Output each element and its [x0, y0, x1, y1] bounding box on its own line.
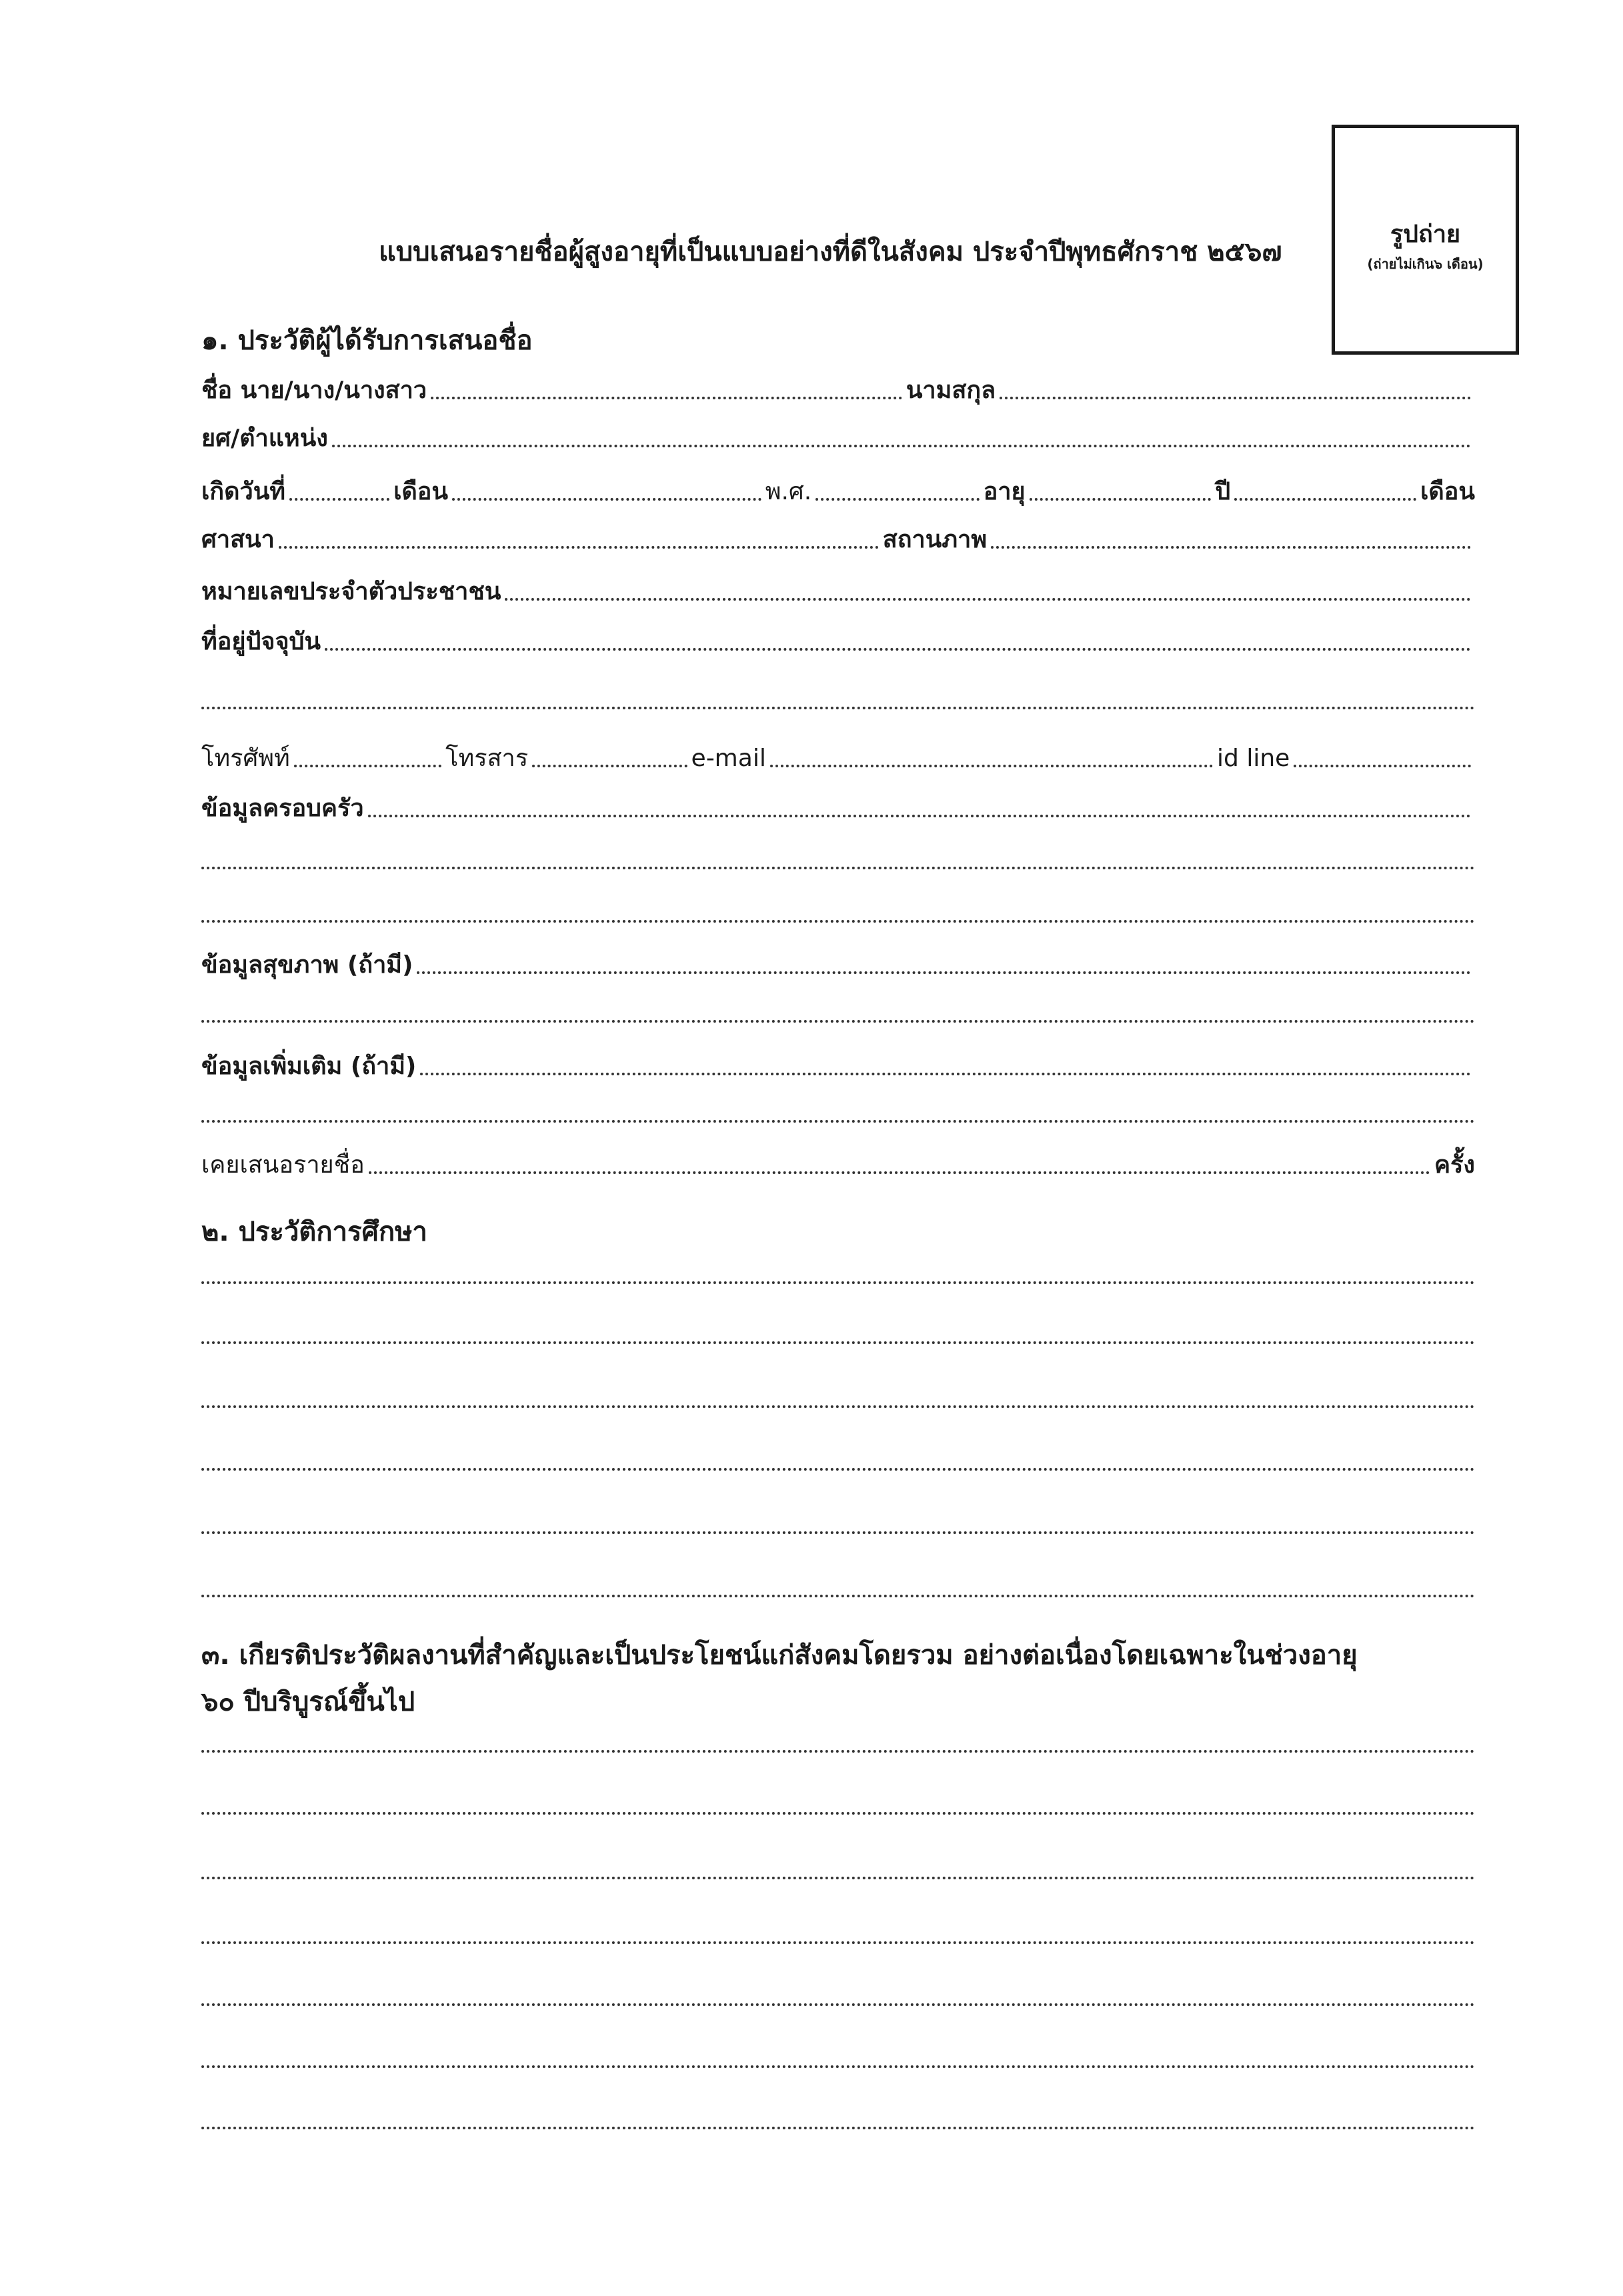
achievement-line-6[interactable] [201, 2065, 1475, 2068]
nominated-row [201, 1147, 1475, 1180]
section3-heading-line1: ๓. เกียรติประวัติผลงานที่สำคัญและเป็นประโยชน์แก่สังคมโดยรวม อย่างต่อเนื่องโดยเฉพาะในช่วงอายุ [201, 1640, 1358, 1671]
extra-label: ข้อมูลเพิ่มเติม (ถ้ามี) [201, 1053, 417, 1080]
age-label: อายุ [983, 478, 1026, 505]
age-years-field[interactable] [1030, 498, 1212, 501]
be-label: พ.ศ. [765, 478, 812, 505]
education-line-4[interactable] [201, 1468, 1475, 1471]
health-row [201, 947, 1475, 980]
form-title: แบบเสนอรายชื่อผู้สูงอายุที่เป็นแบบอย่างที่ดีในสังคม ประจำปีพุทธศักราช ๒๕๖๗ [379, 237, 1282, 267]
family-field-line3[interactable] [201, 920, 1475, 923]
email-label: e-mail [691, 745, 766, 772]
name-label: ชื่อ นาย/นาง/นางสาว [201, 377, 427, 404]
id-field[interactable] [505, 598, 1471, 601]
address-field[interactable] [325, 648, 1471, 651]
line-label: id line [1217, 745, 1290, 772]
name-row [201, 372, 1475, 405]
family-field[interactable] [368, 815, 1471, 817]
education-line-2[interactable] [201, 1341, 1475, 1344]
status-field[interactable] [991, 546, 1471, 549]
extra-field[interactable] [420, 1073, 1471, 1075]
health-label: ข้อมูลสุขภาพ (ถ้ามี) [201, 951, 413, 979]
education-line-6[interactable] [201, 1595, 1475, 1597]
family-row [201, 790, 1475, 823]
line-field[interactable] [1294, 765, 1471, 767]
section2-heading: ๒. ประวัติการศึกษา [201, 1217, 427, 1247]
achievement-line-7[interactable] [201, 2127, 1475, 2129]
birthday-label: เกิดวันที่ [201, 478, 286, 505]
education-line-3[interactable] [201, 1405, 1475, 1408]
achievement-line-5[interactable] [201, 2003, 1475, 2006]
achievement-line-4[interactable] [201, 1941, 1475, 1944]
age-months-field[interactable] [1234, 498, 1416, 501]
extra-row [201, 1048, 1475, 1081]
birth-day-field[interactable] [289, 498, 389, 501]
times-label: ครั้ง [1434, 1151, 1475, 1179]
birth-month-field[interactable] [452, 498, 761, 501]
achievement-line-2[interactable] [201, 1812, 1475, 1815]
status-label: สถานภาพ [882, 526, 988, 553]
id-label: หมายเลขประจำตัวประชาชน [201, 578, 501, 605]
religion-label: ศาสนา [201, 526, 275, 553]
birth-year-field[interactable] [816, 498, 980, 501]
nominated-count-field[interactable] [369, 1171, 1430, 1174]
address-row [201, 623, 1475, 657]
section3-heading-line2: ๖๐ ปีบริบูรณ์ขึ้นไป [201, 1687, 415, 1717]
phone-label: โทรศัพท์ [201, 745, 290, 772]
phone-field[interactable] [294, 765, 441, 767]
birth-row [201, 473, 1475, 507]
month-label: เดือน [393, 478, 448, 505]
month-suffix-label: เดือน [1420, 478, 1475, 505]
surname-field[interactable] [1000, 397, 1471, 399]
section1-heading: ๑. ประวัติผู้ได้รับการเสนอชื่อ [201, 325, 533, 356]
health-field-line2[interactable] [201, 1020, 1475, 1023]
achievement-line-3[interactable] [201, 1877, 1475, 1879]
email-field[interactable] [770, 765, 1213, 767]
id-row [201, 573, 1475, 607]
rank-label: ยศ/ตำแหน่ง [201, 425, 328, 452]
extra-field-line2[interactable] [201, 1120, 1475, 1123]
fax-field[interactable] [532, 765, 687, 767]
religion-field[interactable] [279, 546, 879, 549]
photo-box [1332, 125, 1519, 355]
achievement-line-1[interactable] [201, 1750, 1475, 1753]
health-field[interactable] [417, 971, 1471, 974]
nominated-label: เคยเสนอรายชื่อ [201, 1151, 365, 1179]
fax-label: โทรสาร [445, 745, 529, 772]
name-field[interactable] [431, 397, 902, 399]
religion-row [201, 521, 1475, 555]
photo-note: (ถ่ายไม่เกิน๖ เดือน) [1367, 256, 1484, 272]
address-label: ที่อยู่ปัจจุบัน [201, 628, 321, 655]
education-line-1[interactable] [201, 1281, 1475, 1284]
family-label: ข้อมูลครอบครัว [201, 795, 364, 822]
address-field-line2[interactable] [201, 707, 1475, 709]
contact-row [201, 740, 1475, 773]
year-label: ปี [1215, 478, 1231, 505]
rank-row [201, 420, 1475, 453]
family-field-line2[interactable] [201, 867, 1475, 869]
surname-label: นามสกุล [906, 377, 996, 404]
photo-label: รูปถ่าย [1390, 221, 1461, 248]
rank-field[interactable] [332, 445, 1471, 447]
education-line-5[interactable] [201, 1531, 1475, 1534]
